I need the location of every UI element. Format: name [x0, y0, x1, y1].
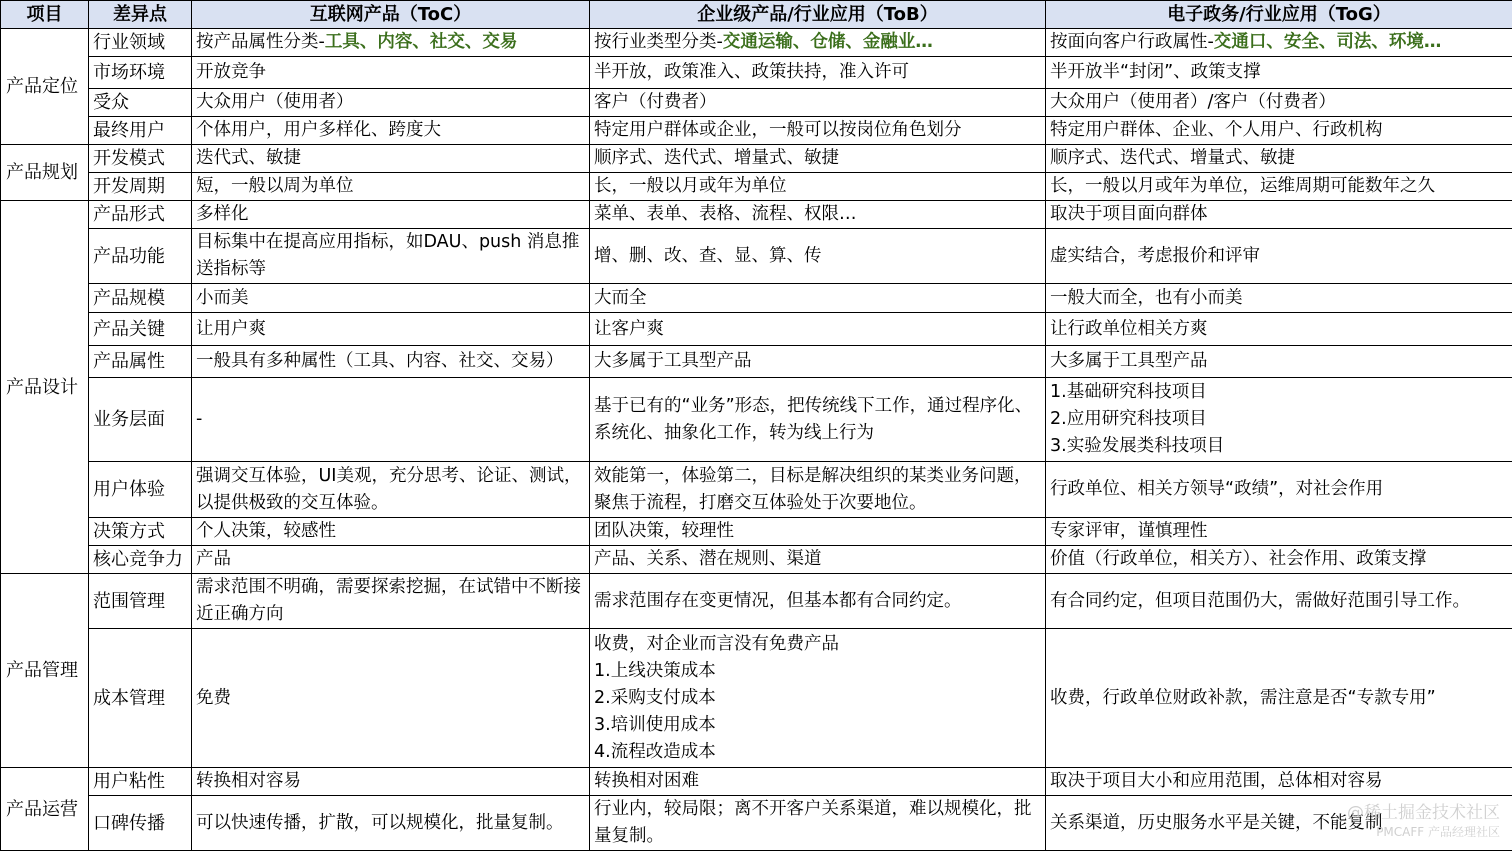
table-row	[1, 117, 1512, 145]
table-row	[1, 284, 1512, 313]
dimension-cell: 核心竞争力	[89, 546, 192, 574]
toc-cell: 强调交互体验，UI美观，充分思考、论证、测试，以提供极致的交互体验。	[192, 462, 590, 518]
table-row	[1, 89, 1512, 117]
list-item: 2.采购支付成本	[594, 685, 1041, 712]
table-row	[1, 629, 1512, 768]
toc-cell: 免费	[192, 629, 590, 768]
table-row	[1, 768, 1512, 796]
tog-cell: 价值（行政单位，相关方）、社会作用、政策支撑	[1046, 546, 1512, 574]
tob-cell: 增、删、改、查、显、算、传	[590, 229, 1046, 284]
tob-cell	[590, 629, 1046, 768]
toc-cell: 多样化	[192, 201, 590, 229]
table-row	[1, 378, 1512, 462]
dimension-cell: 成本管理	[89, 629, 192, 768]
tog-cell: 让行政单位相关方爽	[1046, 313, 1512, 346]
tog-cell: 按面向客户行政属性-交通口、安全、司法、环境…	[1046, 29, 1512, 57]
tob-cell: 顺序式、迭代式、增量式、敏捷	[590, 145, 1046, 173]
category-cell: 产品定位	[1, 29, 89, 145]
tob-cell: 客户（付费者）	[590, 89, 1046, 117]
toc-cell: 转换相对容易	[192, 768, 590, 796]
toc-cell: 产品	[192, 546, 590, 574]
tog-cell: 特定用户群体、企业、个人用户、行政机构	[1046, 117, 1512, 145]
toc-cell: -	[192, 378, 590, 462]
category-cell: 产品管理	[1, 574, 89, 768]
toc-cell: 小而美	[192, 284, 590, 313]
tob-cell: 团队决策，较理性	[590, 518, 1046, 546]
dimension-cell: 市场环境	[89, 57, 192, 89]
category-cell: 产品运营	[1, 768, 89, 851]
tog-cell: 半开放半“封闭”、政策支撑	[1046, 57, 1512, 89]
list-item: 3.培训使用成本	[594, 712, 1041, 739]
dimension-cell: 产品形式	[89, 201, 192, 229]
dimension-cell: 产品关键	[89, 313, 192, 346]
dimension-cell: 开发周期	[89, 173, 192, 201]
tog-cell: 行政单位、相关方领导“政绩”，对社会作用	[1046, 462, 1512, 518]
dimension-cell: 决策方式	[89, 518, 192, 546]
tob-cell: 产品、关系、潜在规则、渠道	[590, 546, 1046, 574]
table-row	[1, 462, 1512, 518]
toc-cell: 短，一般以周为单位	[192, 173, 590, 201]
toc-cell: 大众用户（使用者）	[192, 89, 590, 117]
toc-cell: 按产品属性分类-工具、内容、社交、交易	[192, 29, 590, 57]
header-toc: 互联网产品（ToC）	[192, 1, 590, 29]
tob-cell: 菜单、表单、表格、流程、权限…	[590, 201, 1046, 229]
table-row	[1, 145, 1512, 173]
toc-cell: 迭代式、敏捷	[192, 145, 590, 173]
list-item: 3.实验发展类科技项目	[1050, 433, 1508, 460]
table-row	[1, 173, 1512, 201]
tog-cell: 大众用户（使用者）/客户（付费者）	[1046, 89, 1512, 117]
tob-cell: 大而全	[590, 284, 1046, 313]
tog-cell: 一般大而全，也有小而美	[1046, 284, 1512, 313]
tob-cell: 行业内，较局限；离不开客户关系渠道，难以规模化，批量复制。	[590, 796, 1046, 851]
dimension-cell: 受众	[89, 89, 192, 117]
table-row	[1, 574, 1512, 629]
table-row	[1, 796, 1512, 851]
dimension-cell: 最终用户	[89, 117, 192, 145]
dimension-cell: 口碑传播	[89, 796, 192, 851]
table-row	[1, 201, 1512, 229]
toc-cell: 需求范围不明确，需要探索挖掘，在试错中不断接近正确方向	[192, 574, 590, 629]
toc-cell: 个体用户，用户多样化、跨度大	[192, 117, 590, 145]
table-row	[1, 346, 1512, 378]
tob-cell: 转换相对困难	[590, 768, 1046, 796]
dimension-cell: 开发模式	[89, 145, 192, 173]
dimension-cell: 业务层面	[89, 378, 192, 462]
tob-cell: 让客户爽	[590, 313, 1046, 346]
table-row	[1, 518, 1512, 546]
dimension-cell: 产品功能	[89, 229, 192, 284]
tog-cell: 有合同约定，但项目范围仍大，需做好范围引导工作。	[1046, 574, 1512, 629]
table-row	[1, 29, 1512, 57]
table-row	[1, 229, 1512, 284]
tob-cell: 特定用户群体或企业，一般可以按岗位角色划分	[590, 117, 1046, 145]
dimension-cell: 用户粘性	[89, 768, 192, 796]
dimension-cell: 产品属性	[89, 346, 192, 378]
toc-cell: 个人决策，较感性	[192, 518, 590, 546]
dimension-cell: 产品规模	[89, 284, 192, 313]
toc-cell: 一般具有多种属性（工具、内容、社交、交易）	[192, 346, 590, 378]
list-item: 4.流程改造成本	[594, 739, 1041, 766]
dimension-cell: 行业领域	[89, 29, 192, 57]
watermark-line2: PMCAFF 产品经理社区	[1347, 823, 1500, 842]
watermark-line1: @稀土掘金技术社区	[1347, 804, 1500, 823]
list-item: 收费，对企业而言没有免费产品	[594, 631, 1041, 658]
tog-cell: 长，一般以月或年为单位，运维周期可能数年之久	[1046, 173, 1512, 201]
list-item: 2.应用研究科技项目	[1050, 406, 1508, 433]
toc-cell: 目标集中在提高应用指标，如DAU、push 消息推送指标等	[192, 229, 590, 284]
list-item: 1.上线决策成本	[594, 658, 1041, 685]
header-diff: 差异点	[89, 1, 192, 29]
tog-cell	[1046, 378, 1512, 462]
tog-cell: 大多属于工具型产品	[1046, 346, 1512, 378]
dimension-cell: 范围管理	[89, 574, 192, 629]
tog-cell: 取决于项目大小和应用范围，总体相对容易	[1046, 768, 1512, 796]
category-cell: 产品设计	[1, 201, 89, 574]
header-row	[1, 1, 1512, 29]
dimension-cell: 用户体验	[89, 462, 192, 518]
header-item: 项目	[1, 1, 89, 29]
table-row	[1, 313, 1512, 346]
tob-cell: 长，一般以月或年为单位	[590, 173, 1046, 201]
toc-cell: 让用户爽	[192, 313, 590, 346]
tog-cell: 专家评审，谨慎理性	[1046, 518, 1512, 546]
list-item: 1.基础研究科技项目	[1050, 379, 1508, 406]
header-tob: 企业级产品/行业应用（ToB）	[590, 1, 1046, 29]
tob-cell: 基于已有的“业务”形态，把传统线下工作，通过程序化、系统化、抽象化工作，转为线上行为	[590, 378, 1046, 462]
table-row	[1, 57, 1512, 89]
tob-cell: 大多属于工具型产品	[590, 346, 1046, 378]
tog-cell: 关系渠道，历史服务水平是关键，不能复制	[1046, 796, 1512, 851]
tog-cell: 取决于项目面向群体	[1046, 201, 1512, 229]
tob-cell: 按行业类型分类-交通运输、仓储、金融业…	[590, 29, 1046, 57]
toc-cell: 可以快速传播，扩散，可以规模化，批量复制。	[192, 796, 590, 851]
tob-cell: 效能第一，体验第二，目标是解决组织的某类业务问题，聚焦于流程，打磨交互体验处于次要地位。	[590, 462, 1046, 518]
tob-cell: 需求范围存在变更情况，但基本都有合同约定。	[590, 574, 1046, 629]
tog-cell: 顺序式、迭代式、增量式、敏捷	[1046, 145, 1512, 173]
tob-cell: 半开放，政策准入、政策扶持，准入许可	[590, 57, 1046, 89]
tog-cell: 收费，行政单位财政补款，需注意是否“专款专用”	[1046, 629, 1512, 768]
table-row	[1, 546, 1512, 574]
toc-cell: 开放竞争	[192, 57, 590, 89]
header-tog: 电子政务/行业应用（ToG）	[1046, 1, 1512, 29]
category-cell: 产品规划	[1, 145, 89, 201]
tog-cell: 虚实结合，考虑报价和评审	[1046, 229, 1512, 284]
